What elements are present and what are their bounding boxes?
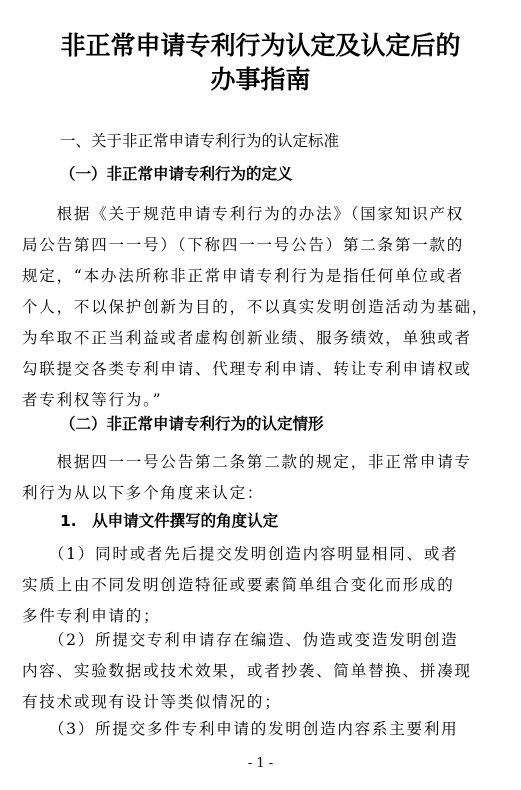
definition-paragraph — [22, 199, 490, 416]
page-number: - 1 - — [247, 756, 274, 771]
item-1-2-paragraph — [22, 625, 472, 718]
paragraph-line: 利行为从以下多个角度来认定： — [22, 484, 265, 502]
paragraph-line: 内容、实验数据或技术效果，或者抄袭、简单替换、拼凑现 — [22, 662, 472, 680]
paragraph-line: 勾联提交各类专利申请、代理专利申请、转让专利申请权或 — [22, 360, 472, 378]
paragraph-line: 局公告第四一一号）（下称四一一号公告）第二条第一款的 — [22, 236, 465, 254]
section-heading-1: 一、关于非正常申请专利行为的认定标准 — [60, 132, 340, 150]
paragraph-line: （2）所提交专利申请存在编造、伪造或变造发明创造 — [22, 631, 459, 649]
document-title-line-2: 办事指南 — [210, 65, 311, 94]
subsection-heading-criteria: （二）非正常申请专利行为的认定情形 — [60, 415, 324, 433]
paragraph-line: 者专利权等行为。” — [22, 391, 163, 409]
paragraph-line: 根据四一一号公告第二条第二款的规定，非正常申请专 — [22, 453, 472, 471]
paragraph-line: 个人，不以保护创新为目的，不以真实发明创造活动为基础， — [22, 298, 490, 316]
subsection-heading-definition: （一）非正常申请专利行为的定义 — [60, 165, 293, 183]
paragraph-line: 有技术或现有设计等类似情况的； — [22, 693, 282, 711]
paragraph-line: 多件专利申请的； — [22, 607, 161, 625]
item-1-1-paragraph — [22, 539, 467, 632]
document-title-line-1: 非正常申请专利行为认定及认定后的 — [60, 31, 461, 60]
paragraph-line: 为牟取不正当利益或者虚构创新业绩、服务绩效，单独或者 — [22, 329, 472, 347]
item-1-heading: 1. 从申请文件撰写的角度认定 — [60, 512, 279, 530]
item-1-3-paragraph — [22, 714, 467, 745]
paragraph-line: 实质上由不同发明创造特征或要素简单组合变化而形成的 — [22, 576, 455, 594]
criteria-intro-paragraph — [22, 447, 472, 509]
paragraph-line: 根据《关于规范申请专利行为的办法》（国家知识产权 — [22, 205, 465, 223]
paragraph-line: （3）所提交多件专利申请的发明创造内容系主要利用 — [22, 720, 459, 738]
paragraph-line: （1）同时或者先后提交发明创造内容明显相同、或者 — [22, 545, 459, 563]
paragraph-line: 规定，“本办法所称非正常申请专利行为是指任何单位或者 — [22, 267, 465, 285]
